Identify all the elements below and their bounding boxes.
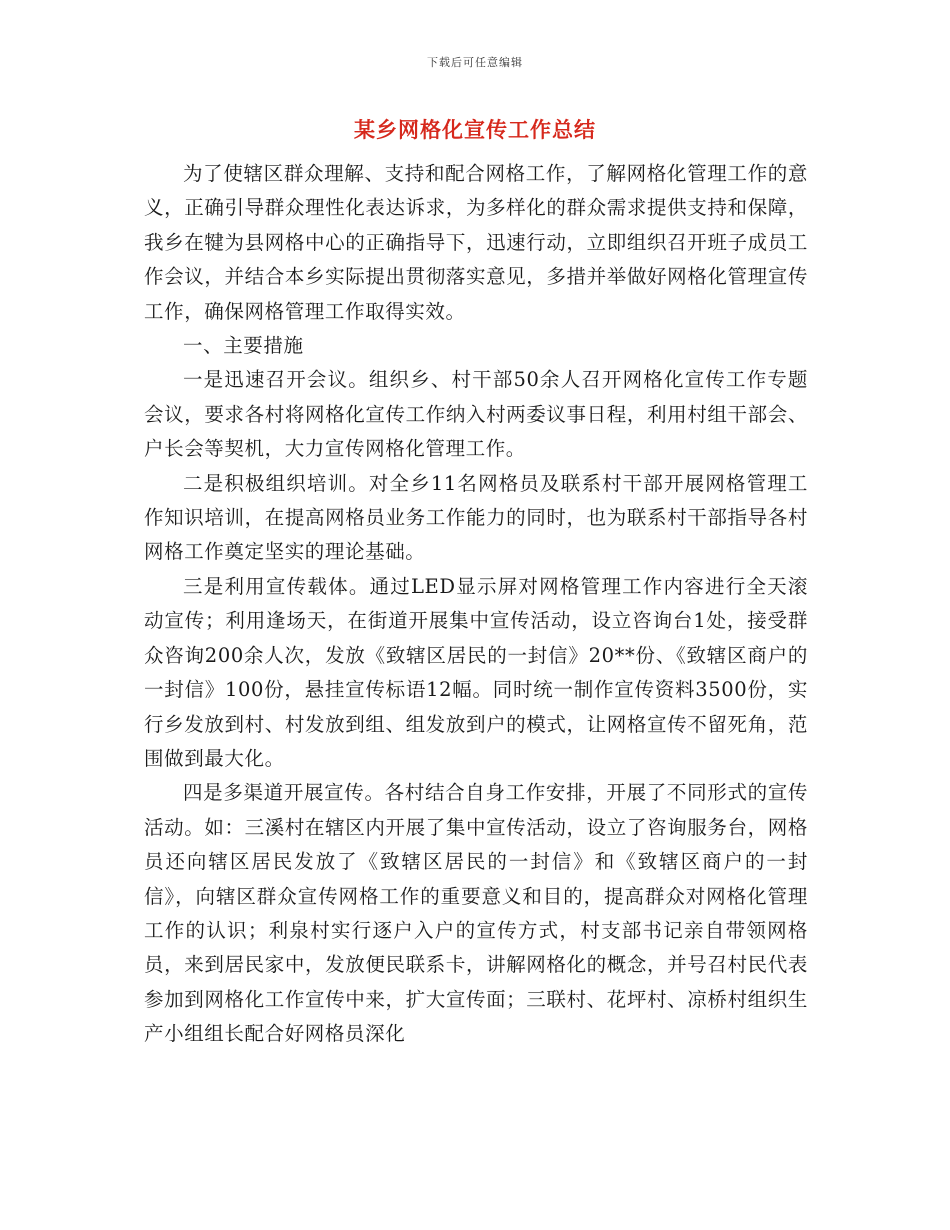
- paragraph-measure-3: 三是利用宣传载体。通过LED显示屏对网格管理工作内容进行全天滚动宣传；利用逢场天，在街道开展集中宣传活动，设立咨询台1处，接受群众咨询200余人次，发放《致辖区居民的一封信》20**份、《致辖区商户的一封信》100份，悬挂宣传标语12幅。同时统一制作宣传资料3500份，实行乡发放到村、村发放到组、组发放到户的模式，让网格宣传不留死角，范围做到最大化。: [144, 574, 808, 770]
- document-title: 某乡网格化宣传工作总结: [354, 117, 596, 142]
- paragraph-measure-4: 四是多渠道开展宣传。各村结合自身工作安排，开展了不同形式的宣传活动。如：三溪村在辖区内开展了集中宣传活动，设立了咨询服务台，网格员还向辖区居民发放了《致辖区居民的一封信》和《致辖区商户的一封信》，向辖区群众宣传网格工作的重要意义和目的，提高群众对网格化管理工作的认识；利泉村实行逐户入户的宣传方式，村支部书记亲自带领网格员，来到居民家中，发放便民联系卡，讲解网格化的概念，并号召村民代表参加到网格化工作宣传中来，扩大宣传面；三联村、花坪村、凉桥村组织生产小组组长配合好网格员深化: [144, 781, 808, 1046]
- paragraph-measure-2: 二是积极组织培训。对全乡11名网格员及联系村干部开展网格管理工作知识培训，在提高网格员业务工作能力的同时，也为联系村干部指导各村网格工作奠定坚实的理论基础。: [144, 471, 808, 564]
- paragraph-intro: 为了使辖区群众理解、支持和配合网格工作，了解网格化管理工作的意义，正确引导群众理性化表达诉求，为多样化的群众需求提供支持和保障，我乡在犍为县网格中心的正确指导下，迅速行动，立即组织召开班子成员工作会议，并结合本乡实际提出贯彻落实意见，多措并举做好网格化管理宣传工作，确保网格管理工作取得实效。: [144, 162, 808, 323]
- paragraph-measure-1: 一是迅速召开会议。组织乡、村干部50余人召开网格化宣传工作专题会议，要求各村将网格化宣传工作纳入村两委议事日程，利用村组干部会、户长会等契机，大力宣传网格化管理工作。: [144, 368, 808, 461]
- section-heading-main-measures: 一、主要措施: [183, 334, 304, 358]
- page-header-note: 下载后可任意编辑: [427, 56, 523, 69]
- document-body: [144, 157, 808, 1052]
